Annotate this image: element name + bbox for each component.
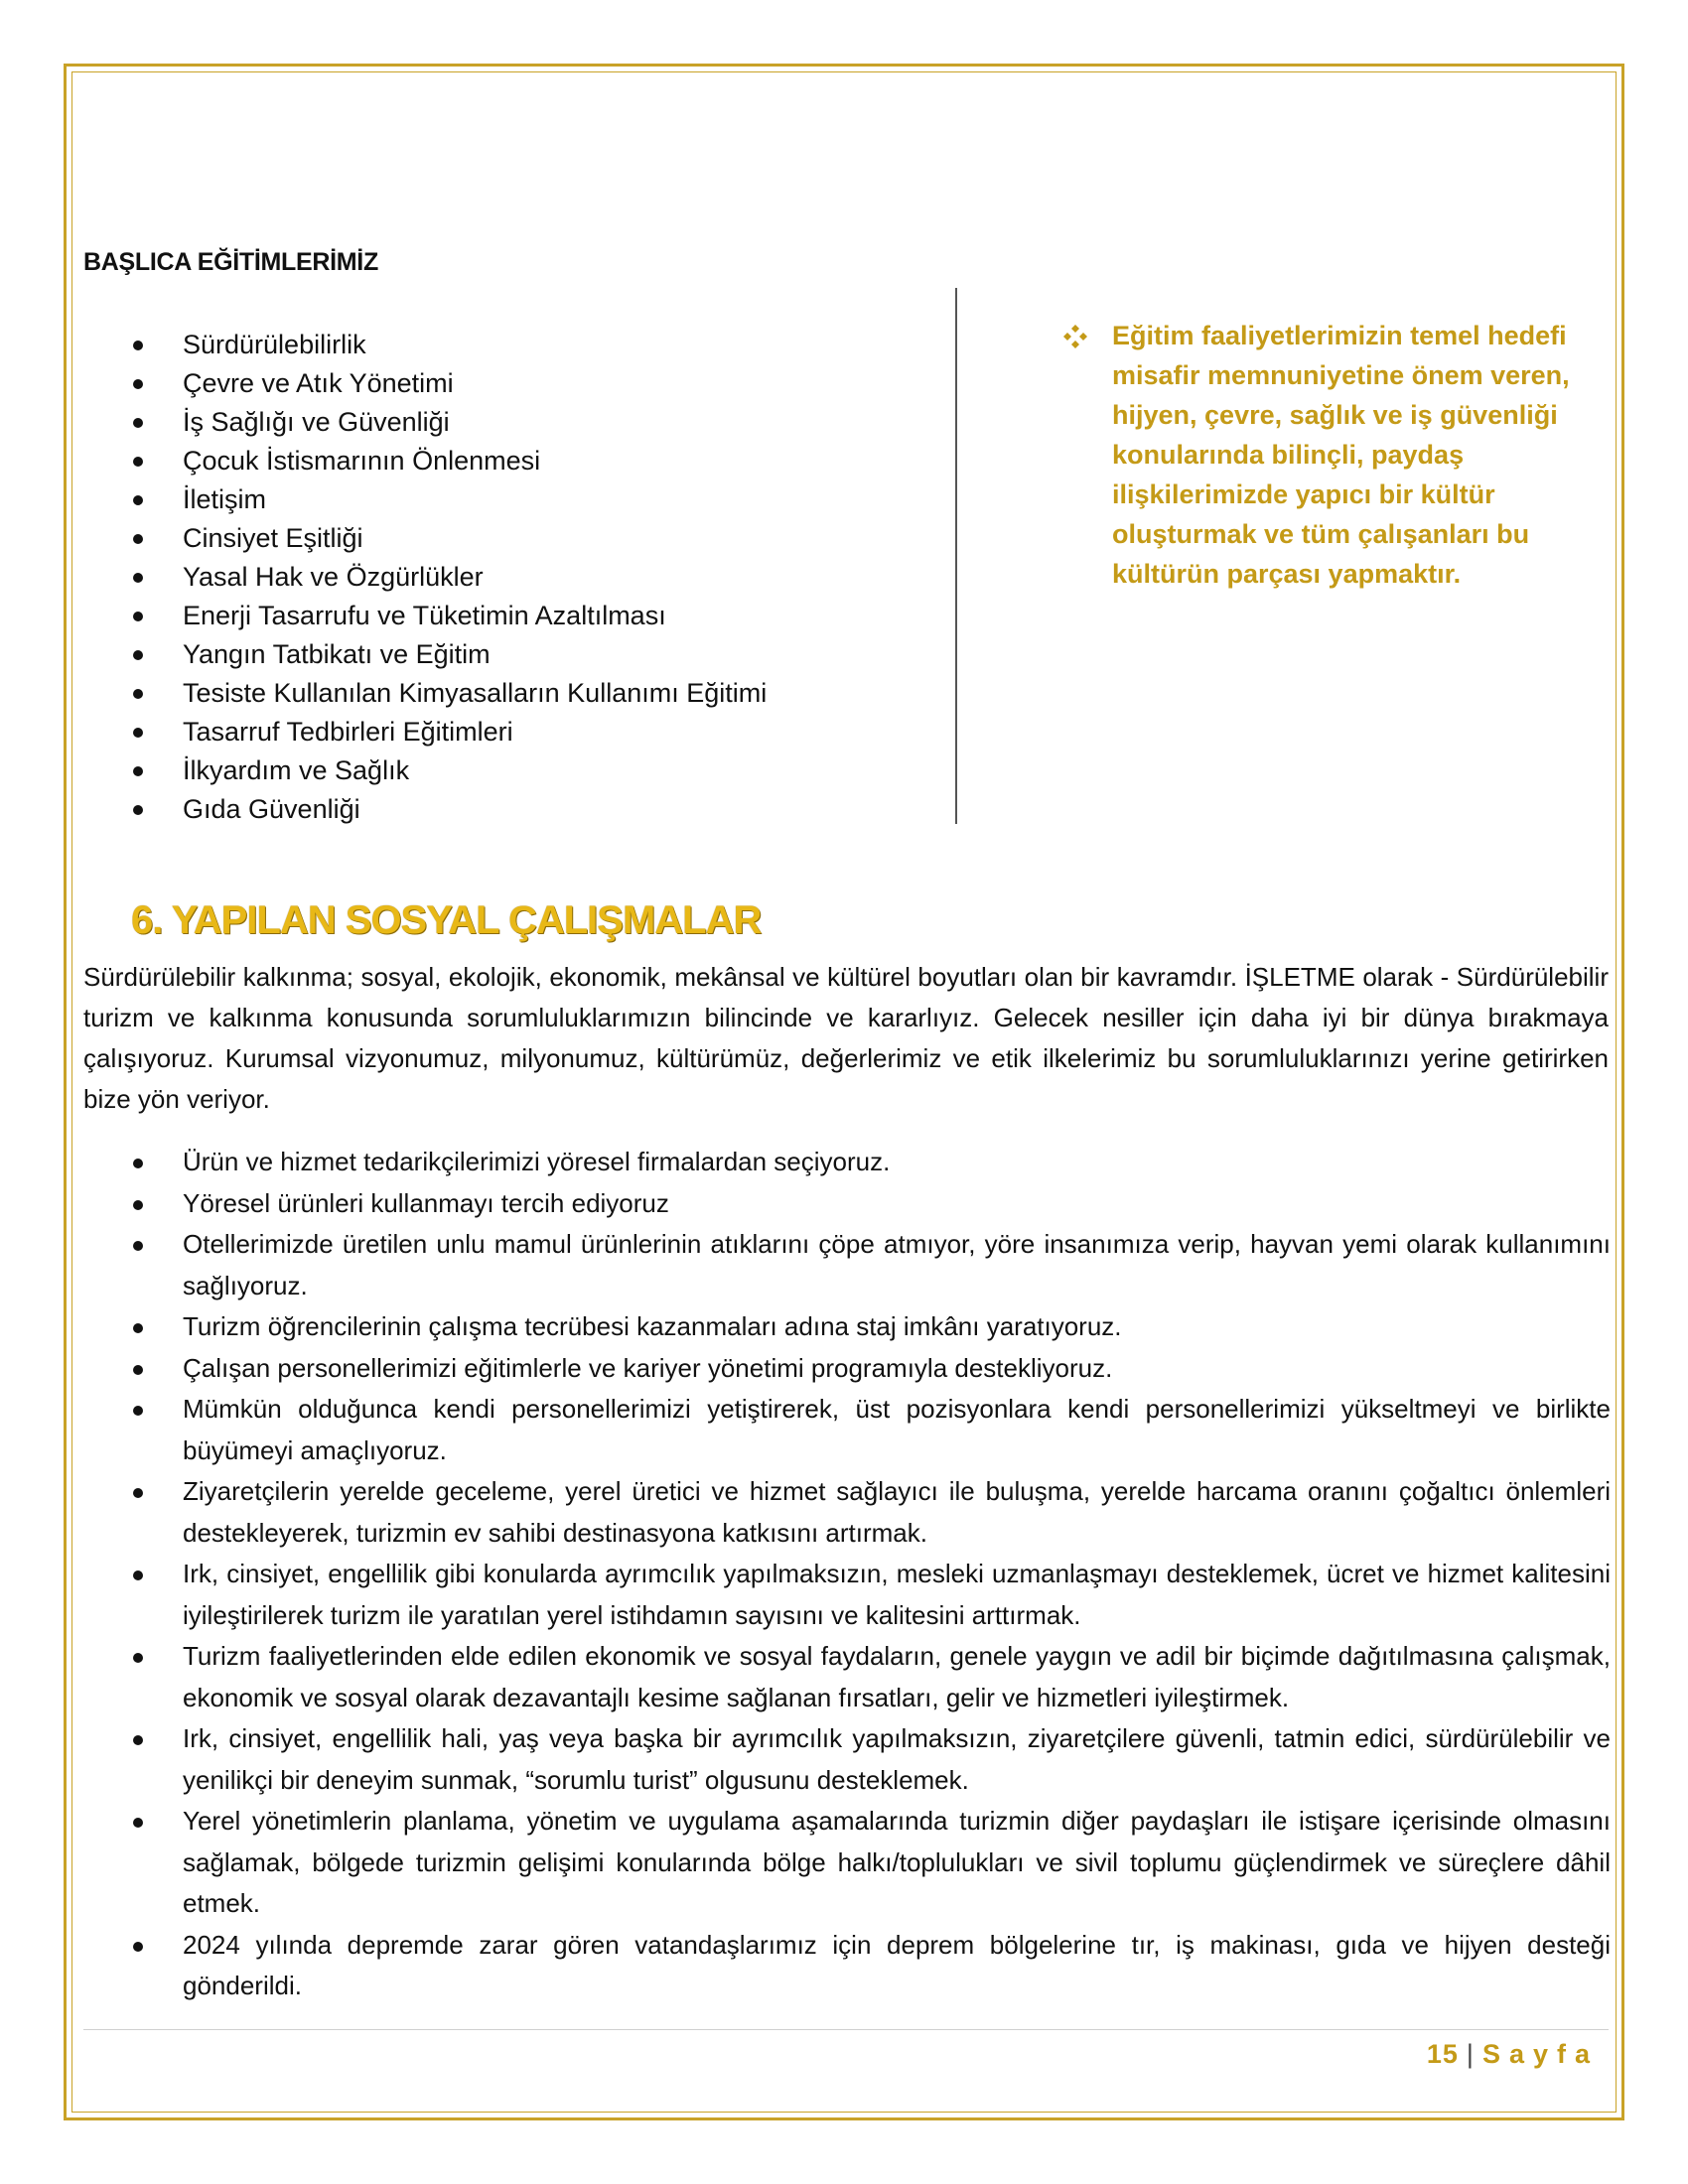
list-item: 2024 yılında depremde zarar gören vatandaşlarımız için deprem bölgelerine tır, iş makinası, gıda ve hijyen desteği gönderildi.: [129, 1925, 1611, 2007]
bullet-icon: [133, 1488, 143, 1498]
bullet-icon: [133, 1735, 143, 1745]
bullet-icon: [133, 1200, 143, 1210]
bullet-icon: [133, 418, 143, 428]
diamond-bullet-icon: [1062, 324, 1088, 349]
list-item: İletişim: [129, 480, 904, 519]
bullet-icon: [133, 805, 143, 815]
list-item: Gıda Güvenliği: [129, 790, 904, 829]
trainings-heading: BAŞLICA EĞİTİMLERİMİZ: [83, 248, 378, 276]
page-word: Sayfa: [1481, 2039, 1599, 2069]
section-title: 6. YAPILAN SOSYAL ÇALIŞMALAR: [131, 898, 762, 942]
list-item: Enerji Tasarrufu ve Tüketimin Azaltılması: [129, 597, 904, 635]
list-item: Turizm faaliyetlerinden elde edilen ekonomik ve sosyal faydaların, genele yaygın ve adil bir biçimde dağıtılmasına çalışmak, ekonomik ve sosyal olarak dezavantajlı kesime sağlanan fırsatları, gelir ve hizmetleri iyileştirmek.: [129, 1636, 1611, 1718]
list-item: Tesiste Kullanılan Kimyasalların Kullanımı Eğitimi: [129, 674, 904, 713]
bullet-icon: [133, 1159, 143, 1168]
list-item: Yangın Tatbikatı ve Eğitim: [129, 635, 904, 674]
bullet-icon: [133, 1653, 143, 1663]
list-item: Yasal Hak ve Özgürlükler: [129, 558, 904, 597]
list-item: Yöresel ürünleri kullanmayı tercih ediyoruz: [129, 1183, 1611, 1225]
list-item: Mümkün olduğunca kendi personellerimizi yetiştirerek, üst pozisyonlara kendi personellerimizi yükseltmeyi ve birlikte büyümeyi amaçlıyoruz.: [129, 1389, 1611, 1471]
bullet-icon: [133, 1241, 143, 1251]
list-item: Çocuk İstismarının Önlenmesi: [129, 442, 904, 480]
list-item: Turizm öğrencilerinin çalışma tecrübesi kazanmaları adına staj imkânı yaratıyoruz.: [129, 1306, 1611, 1348]
page-number: [1427, 2039, 1599, 2070]
list-item: Otellerimizde üretilen unlu mamul ürünlerinin atıklarını çöpe atmıyor, yöre insanımıza verip, hayvan yemi olarak kullanımını sağlıyoruz.: [129, 1224, 1611, 1306]
bullet-icon: [133, 1942, 143, 1952]
list-item: Irk, cinsiyet, engellilik gibi konularda ayrımcılık yapılmaksızın, mesleki uzmanlaşmayı desteklemek, ücret ve hizmet kalitesini iyileştirilerek turizm ile yaratılan yerel istihdamın sayısını ve kalitesini arttırmak.: [129, 1554, 1611, 1636]
bullet-icon: [133, 1365, 143, 1375]
goal-text: Eğitim faaliyetlerimizin temel hedefi misafir memnuniyetine önem veren, hijyen, çevre, sağlık ve iş güvenliği konularında bilinçli, paydaş ilişkilerimizde yapıcı bir kültür oluşturmak ve tüm çalışanları bu kültürün parçası yapmaktır.: [1112, 321, 1570, 589]
bullet-icon: [133, 1570, 143, 1580]
bullet-icon: [133, 379, 143, 389]
list-item: Cinsiyet Eşitliği: [129, 519, 904, 558]
bullet-icon: [133, 650, 143, 660]
list-item: Yerel yönetimlerin planlama, yönetim ve uygulama aşamalarında turizmin diğer paydaşları ile istişare içerisinde olmasını sağlamak, bölgede turizmin gelişimi konularında bölge halkı/toplulukları ve sivil toplumu güçlendirmek ve süreçlere dâhil etmek.: [129, 1801, 1611, 1925]
social-activities-list: [129, 1142, 1611, 2007]
bullet-icon: [133, 457, 143, 467]
list-item: Sürdürülebilirlik: [129, 326, 904, 364]
footer-rule: [83, 2029, 1609, 2030]
bullet-icon: [133, 495, 143, 505]
bullet-icon: [133, 612, 143, 621]
list-item: İlkyardım ve Sağlık: [129, 751, 904, 790]
trainings-list: [129, 326, 904, 829]
list-item: Ziyaretçilerin yerelde geceleme, yerel üretici ve hizmet sağlayıcı ile buluşma, yerelde harcama oranını çoğaltıcı önlemleri destekleyerek, turizmin ev sahibi destinasyona katkısını artırmak.: [129, 1471, 1611, 1554]
bullet-icon: [133, 534, 143, 544]
bullet-icon: [133, 573, 143, 583]
page-number-separator: |: [1466, 2039, 1475, 2069]
bullet-icon: [133, 1818, 143, 1828]
section-intro: Sürdürülebilir kalkınma; sosyal, ekolojik, ekonomik, mekânsal ve kültürel boyutları olan bir kavramdır. İŞLETME olarak - Sürdürülebilir turizm ve kalkınma konusunda sorumluluklarımızın bilincinde ve kararlıyız. Gelecek nesiller için daha iyi bir dünya bırakmaya çalışıyoruz. Kurumsal vizyonumuz, milyonumuz, kültürümüz, değerlerimiz ve etik ilkelerimiz bu sorumluluklarınızı yerine getirirken bize yön veriyor.: [83, 962, 1609, 1114]
list-item: Çevre ve Atık Yönetimi: [129, 364, 904, 403]
list-item: Çalışan personellerimizi eğitimlerle ve kariyer yönetimi programıyla destekliyoruz.: [129, 1348, 1611, 1390]
list-item: Ürün ve hizmet tedarikçilerimizi yöresel firmalardan seçiyoruz.: [129, 1142, 1611, 1183]
bullet-icon: [133, 728, 143, 738]
bullet-icon: [133, 1323, 143, 1333]
list-item: Irk, cinsiyet, engellilik hali, yaş veya başka bir ayrımcılık yapılmaksızın, ziyaretçilere güvenli, tatmin edici, sürdürülebilir ve yenilikçi bir deneyim sunmak, “sorumlu turist” olgusunu desteklemek.: [129, 1718, 1611, 1801]
bullet-icon: [133, 341, 143, 350]
list-item: Tasarruf Tedbirleri Eğitimleri: [129, 713, 904, 751]
bullet-icon: [133, 689, 143, 699]
goal-callout: [1066, 316, 1603, 594]
page-number-value: 15: [1426, 2039, 1459, 2069]
column-divider: [955, 288, 957, 824]
list-item: İş Sağlığı ve Güvenliği: [129, 403, 904, 442]
bullet-icon: [133, 1406, 143, 1416]
bullet-icon: [133, 766, 143, 776]
